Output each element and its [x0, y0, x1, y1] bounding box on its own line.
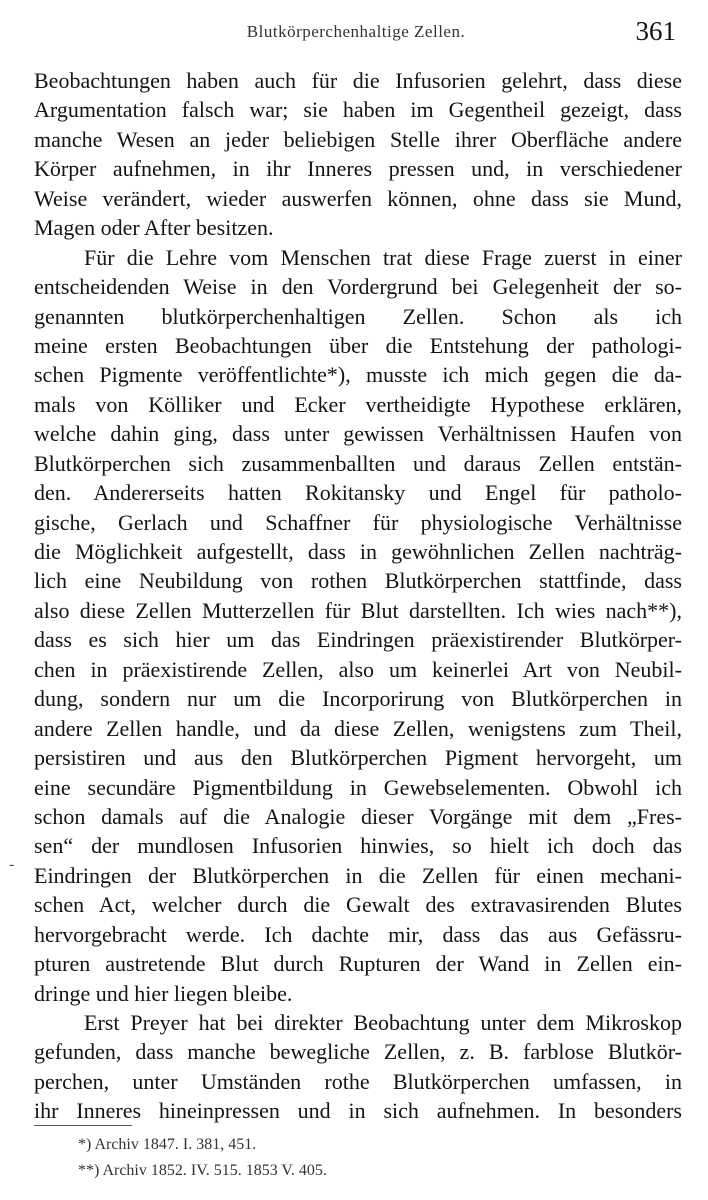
text-line: ihr Inneres hineinpressen und in sich aufnehmen. In besonders [34, 1098, 682, 1124]
running-title: Blutkörperchenhaltige Zellen. [246, 22, 466, 41]
text-line: lich eine Neubildung von rothen Blutkörperchen stattfinde, dass [34, 568, 682, 594]
text-line: persistiren und aus den Blutkörperchen Pigment hervorgeht, um [34, 745, 682, 771]
text-line: also diese Zellen Mutterzellen für Blut darstellten. Ich wies nach**), [34, 597, 682, 623]
text-line: Für die Lehre vom Menschen trat diese Frage zuerst in einer [84, 244, 682, 270]
text-line: Erst Preyer hat bei direkter Beobachtung unter dem Mikroskop [84, 1010, 682, 1035]
body-text [34, 66, 682, 1126]
text-line: schen Act, welcher durch die Gewalt des extravasirenden Blutes [34, 892, 682, 918]
running-head [36, 14, 676, 50]
text-line: entscheidenden Weise in den Vordergrund bei Gelegenheit der so- [34, 274, 682, 300]
text-line: Magen oder After besitzen. [34, 215, 274, 241]
text-line: Körper aufnehmen, in ihr Inneres pressen und, in verschiedener [34, 156, 682, 182]
text-line: meine ersten Beobachtungen über die Entstehung der pathologi- [34, 332, 682, 358]
text-line: dringe und hier liegen bleibe. [34, 980, 293, 1006]
text-line: die Möglichkeit aufgestellt, dass in gewöhnlichen Zellen nachträg- [34, 539, 682, 564]
text-line: welche dahin ging, dass unter gewissen Verhältnissen Haufen von [34, 421, 682, 447]
text-line: sen“ der mundlosen Infusorien hinwies, so hielt ich doch das [34, 833, 682, 859]
text-line: Weise verändert, wieder auswerfen können, ohne dass sie Mund, [34, 185, 682, 211]
footnotes [78, 1132, 578, 1184]
text-line: genannten blutkörperchenhaltigen Zellen. Schon als ich [34, 303, 682, 329]
text-line: perchen, unter Umständen rothe Blutkörperchen umfassen, in [34, 1068, 682, 1094]
text-line: gefunden, dass manche bewegliche Zellen, z. B. farblose Blutkör- [34, 1039, 682, 1065]
text-line: hervorgebracht werde. Ich dachte mir, dass das aus Gefässru- [34, 921, 682, 947]
text-line: mals von Kölliker und Ecker vertheidigte Hypothese erklären, [34, 391, 682, 417]
text-line: Argumentation falsch war; sie haben im Gegentheil gezeigt, dass [34, 97, 682, 123]
footnote: *) Archiv 1847. I. 381, 451. [78, 1136, 257, 1153]
text-line: pturen austretende Blut durch Rupturen der Wand in Zellen ein- [34, 951, 682, 977]
text-line: dung, sondern nur um die Incorporirung von Blutkörperchen in [34, 686, 682, 712]
text-line: Blutkörperchen sich zusammenballten und daraus Zellen entstän- [34, 450, 682, 476]
text-line: gische, Gerlach und Schaffner für physiologische Verhältnisse [34, 509, 682, 535]
text-line: Beobachtungen haben auch für die Infusorien gelehrt, dass diese [34, 68, 682, 93]
text-line: eine secundäre Pigmentbildung in Gewebselementen. Obwohl ich [34, 774, 682, 800]
text-line: schon damals auf die Analogie dieser Vorgänge mit dem „Fres- [34, 803, 682, 829]
text-line: manche Wesen an jeder beliebigen Stelle ihrer Oberfläche andere [34, 126, 682, 152]
footnote-rule [34, 1125, 132, 1126]
text-line: andere Zellen handle, und da diese Zellen, wenigstens zum Theil, [34, 715, 682, 741]
text-line: dass es sich hier um das Eindringen präexistirender Blutkörper- [34, 627, 682, 653]
text-line: schen Pigmente veröffentlichte*), musste ich mich gegen die da- [34, 362, 682, 388]
page-number: 361 [635, 16, 676, 46]
footnote: **) Archiv 1852. IV. 515. 1853 V. 405. [78, 1162, 327, 1179]
text-line: den. Andererseits hatten Rokitansky und Engel für patholo- [34, 480, 682, 506]
text-line: chen in präexistirende Zellen, also um keinerlei Art von Neubil- [34, 656, 682, 682]
text-line: Eindringen der Blutkörperchen in die Zellen für einen mechani- [34, 862, 682, 888]
margin-mark: - [9, 856, 15, 873]
